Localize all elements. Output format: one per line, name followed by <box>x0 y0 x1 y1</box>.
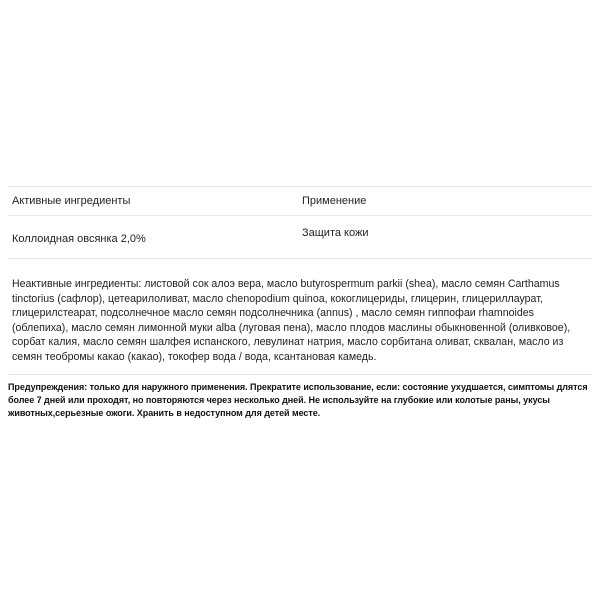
active-ingredient-value: Коллоидная овсянка 2,0% <box>12 233 146 245</box>
header-usage: Применение <box>302 195 367 207</box>
active-ingredients-table <box>8 187 592 215</box>
usage-value: Защита кожи <box>302 227 369 239</box>
warnings-text: Предупреждения: только для наружного применения. Прекратите использование, если: состояние ухудшается, симптомы длятся более 7 дней или проходят, но повторяются через несколько дней. Не используйте на глубокие или колотые раны, укусы животных,серьезные ожоги. Хранить в недоступном для детей месте. <box>8 381 588 418</box>
header-active-ingredients: Активные ингредиенты <box>12 195 131 207</box>
table-row <box>8 216 592 258</box>
inactive-ingredients-text: Неактивные ингредиенты: листовой сок алоэ вера, масло butyrospermum parkii (shea), масло семян Carthamus tinctorius (сафлор), цетеарилоливат, масло chenopodium quinoa, кокоглицериды, глицерин, глицериллаурат, глицерилстеарат, подсолнечное масло семян подсолнечника (annus) , масло семян гиппофаи rhamnoides (облепиха), масло семян лимонной муки alba (луговая пена), масло плодов маслины обыкновенной (оливковое), сорбат калия, масло семян шалфея испанского, левулинат натрия, масло сорбитана оливат, сквалан, масло из семян теобромы какао (какао), токофер вода / вода, ксантановая камедь. <box>12 278 571 363</box>
product-info-panel <box>8 186 592 420</box>
